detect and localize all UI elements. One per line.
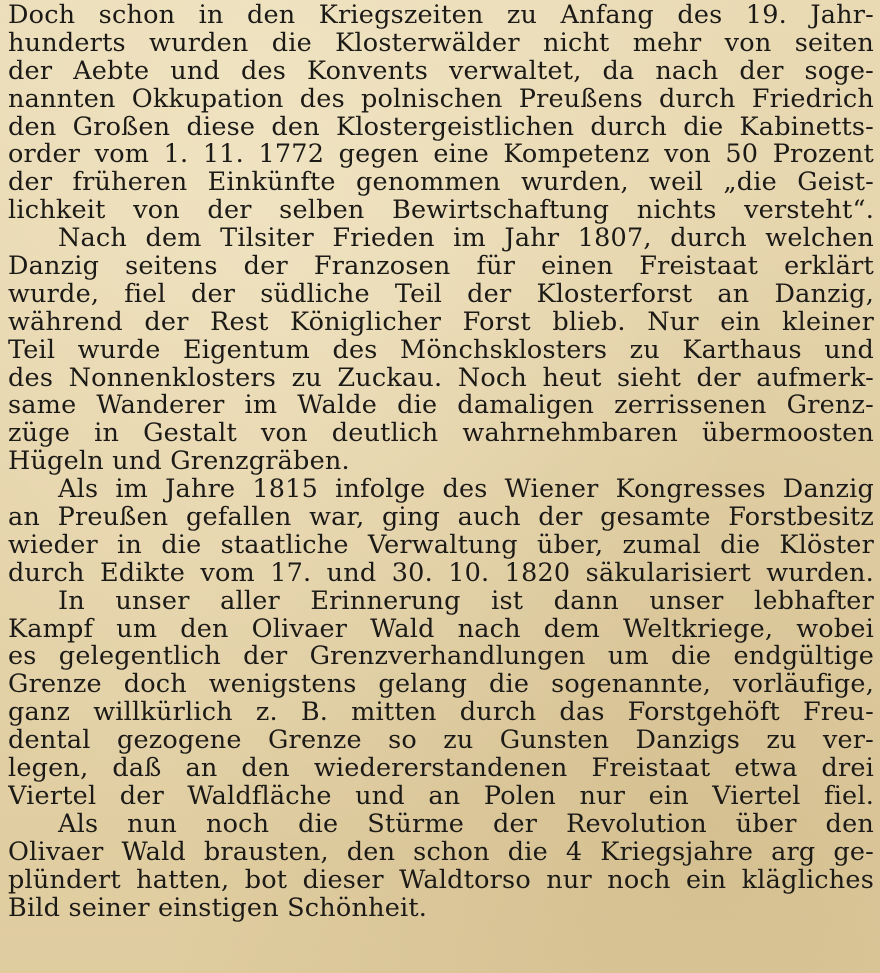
text-line: hunderts wurden die Klosterwälder nicht mehr von seiten	[8, 29, 874, 58]
text-line: Nach dem Tilsiter Frieden im Jahr 1807, durch welchen	[58, 225, 874, 254]
text-line: des Nonnenklosters zu Zuckau. Noch heut sieht der aufmerk-	[8, 364, 874, 393]
text-line: Danzig seitens der Franzosen für einen Freistaat erklärt	[8, 253, 874, 281]
text-line: ganz willkürlich z. B. mitten durch das Forstgehöft Freu-	[8, 699, 874, 728]
text-line: Grenze doch wenigstens gelang die sogenannte, vorläufige,	[8, 671, 874, 700]
text-line: der früheren Einkünfte genommen wurden, weil „die Geist-	[8, 169, 874, 198]
text-line: Hügeln und Grenzgräben.	[8, 448, 350, 477]
text-line: Bild seiner einstigen Schönheit.	[8, 894, 428, 923]
text-line: wurde, fiel der südliche Teil der Klosterforst an Danzig,	[8, 280, 874, 309]
text-line: Doch schon in den Kriegszeiten zu Anfang des 19. Jahr-	[8, 2, 874, 30]
text-line: Kampf um den Olivaer Wald nach dem Weltkriege, wobei	[8, 615, 874, 644]
text-line: Als nun noch die Stürme der Revolution über den	[58, 810, 874, 839]
text-line: züge in Gestalt von deutlich wahrnehmbaren übermoosten	[8, 420, 874, 449]
text-line: Als im Jahre 1815 infolge des Wiener Kongresses Danzig	[58, 476, 874, 505]
text-line: lichkeit von der selben Bewirtschaftung nichts versteht“.	[8, 197, 874, 226]
text-line: order vom 1. 11. 1772 gegen eine Kompetenz von 50 Prozent	[8, 141, 874, 170]
text-line: plündert hatten, bot dieser Waldtorso nur noch ein klägliches	[8, 866, 874, 895]
text-line: während der Rest Königlicher Forst blieb. Nur ein kleiner	[8, 308, 874, 337]
text-line: legen, daß an den wiedererstandenen Freistaat etwa drei	[8, 755, 874, 783]
text-line: an Preußen gefallen war, ging auch der gesamte Forstbesitz	[8, 504, 874, 532]
paragraph-1	[8, 2, 874, 225]
paragraph-5	[8, 811, 874, 923]
text-line: wieder in die staatliche Verwaltung über, zumal die Klöster	[8, 531, 874, 560]
text-line: Teil wurde Eigentum des Mönchsklosters zu Karthaus und	[8, 336, 874, 365]
text-line: der Aebte und des Konvents verwaltet, da nach der soge-	[8, 57, 874, 86]
article-text	[8, 2, 874, 922]
paragraph-4	[8, 588, 874, 811]
paragraph-2	[8, 225, 874, 476]
text-line: Olivaer Wald brausten, den schon die 4 Kriegsjahre arg ge-	[8, 838, 874, 867]
paragraph-3	[8, 476, 874, 588]
text-line: dental gezogene Grenze so zu Gunsten Danzigs zu ver-	[8, 727, 874, 756]
text-line: durch Edikte vom 17. und 30. 10. 1820 säkularisiert wurden.	[8, 559, 874, 588]
text-line: nannten Okkupation des polnischen Preußens durch Friedrich	[8, 85, 874, 114]
text-line: same Wanderer im Walde die damaligen zerrissenen Grenz-	[8, 392, 874, 421]
text-line: den Großen diese den Klostergeistlichen durch die Kabinetts-	[8, 113, 874, 142]
text-line: es gelegentlich der Grenzverhandlungen um die endgültige	[8, 643, 874, 672]
text-line: In unser aller Erinnerung ist dann unser lebhafter	[58, 587, 874, 616]
text-line: Viertel der Waldfläche und an Polen nur ein Viertel fiel.	[8, 782, 874, 811]
